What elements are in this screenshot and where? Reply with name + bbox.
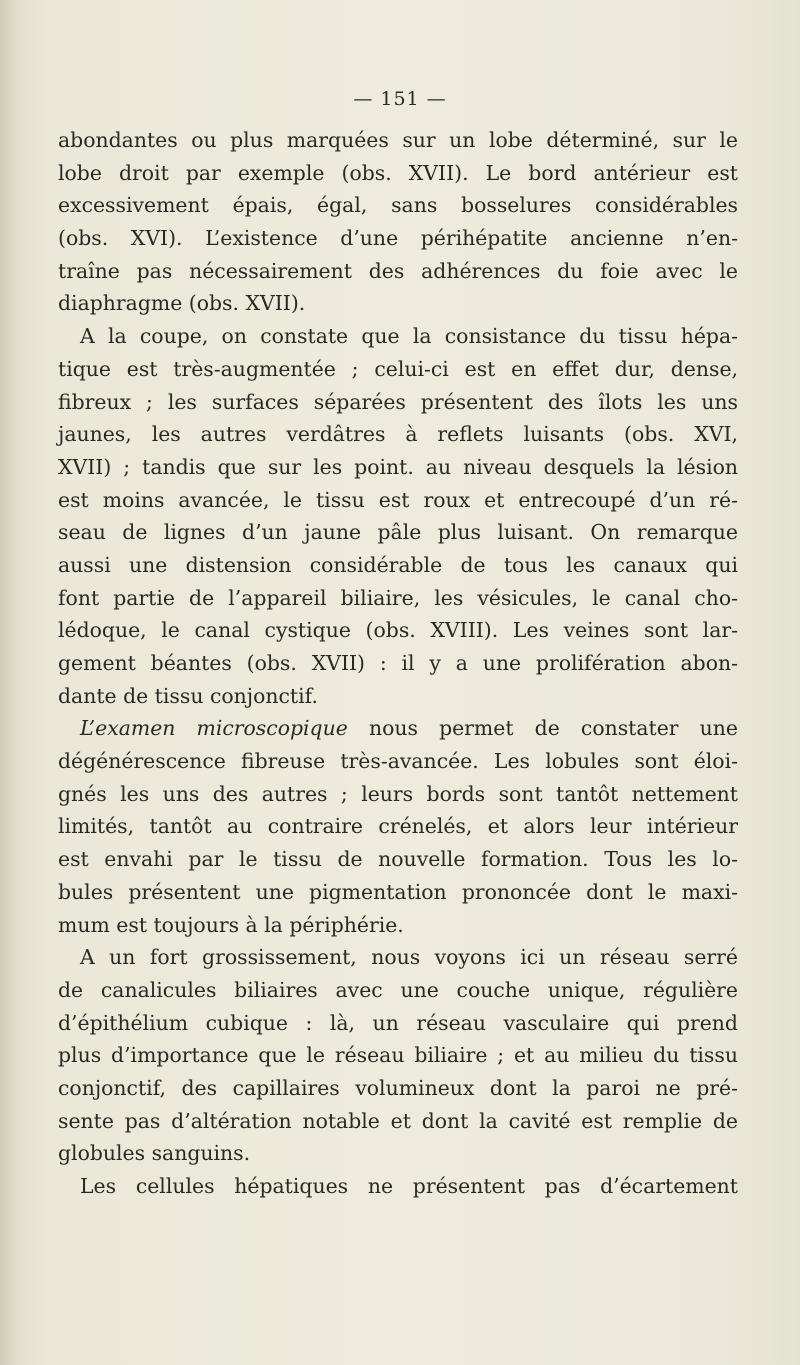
- text-line: fibreux ; les surfaces séparées présentent des îlots les uns: [58, 389, 738, 414]
- paragraph-start: Les cellules hépatiques ne présentent pas d’écartement: [80, 1174, 738, 1198]
- text-line: abondantes ou plus marquées sur un lobe déterminé, sur le: [58, 128, 738, 152]
- text-line: diaphragme (obs. XVII).: [58, 291, 306, 316]
- text-line: lédoque, le canal cystique (obs. XVIII). Les veines sont lar-: [58, 618, 738, 643]
- text-line: bules présentent une pigmentation prononcée dont le maxi-: [58, 879, 738, 904]
- text-line: (obs. XVI). L’existence d’une périhépatite ancienne n’en-: [58, 226, 738, 251]
- text-line: d’épithélium cubique : là, un réseau vasculaire qui prend: [58, 1010, 738, 1035]
- body-text: [58, 124, 738, 1203]
- text-line: gnés les uns des autres ; leurs bords sont tantôt nettement: [58, 781, 738, 806]
- paragraph-start: A la coupe, on constate que la consistance du tissu hépa-: [80, 324, 738, 349]
- text-fragment: nous permet de constater une: [368, 716, 738, 741]
- text-line: XVII) ; tandis que sur les point. au niveau desquels la lésion: [58, 454, 738, 479]
- text-line: gement béantes (obs. XVII) : il y a une prolifération abon-: [58, 651, 738, 675]
- text-line: tique est très-augmentée ; celui-ci est en effet dur, dense,: [58, 356, 738, 381]
- text-line: aussi une distension considérable de tous les canaux qui: [58, 552, 738, 577]
- text-line: dégénérescence fibreuse très-avancée. Les lobules sont éloi-: [58, 749, 738, 774]
- text-line: sente pas d’altération notable et dont la cavité est remplie de: [58, 1108, 738, 1133]
- text-line: jaunes, les autres verdâtres à reflets luisants (obs. XVI,: [58, 422, 738, 447]
- text-line: excessivement épais, égal, sans bosselures considérables: [58, 193, 738, 218]
- text-line: mum est toujours à la périphérie.: [58, 912, 404, 937]
- text-line: de canalicules biliaires avec une couche unique, régulière: [58, 977, 738, 1002]
- binding-shadow: [0, 0, 16, 1365]
- text-line: lobe droit par exemple (obs. XVII). Le bord antérieur est: [58, 160, 738, 185]
- text-line: dante de tissu conjonctif.: [58, 683, 318, 708]
- text-line: est envahi par le tissu de nouvelle formation. Tous les lo-: [58, 847, 738, 872]
- paragraph-start: A un fort grossissement, nous voyons ici un réseau serré: [80, 945, 738, 970]
- paragraph-start: [58, 712, 738, 745]
- text-line: est moins avancée, le tissu est roux et entrecoupé d’un ré-: [58, 487, 738, 512]
- text-line: limités, tantôt au contraire crénelés, et alors leur intérieur: [58, 814, 738, 839]
- text-line: traîne pas nécessairement des adhérences du foie avec le: [58, 258, 738, 283]
- text-line: font partie de l’appareil biliaire, les vésicules, le canal cho-: [58, 585, 738, 610]
- text-line: plus d’importance que le réseau biliaire ; et au milieu du tissu: [58, 1043, 738, 1068]
- text-line: globules sanguins.: [58, 1141, 251, 1166]
- italic-phrase: L’examen microscopique: [80, 716, 348, 741]
- text-line: seau de lignes d’un jaune pâle plus luisant. On remarque: [58, 520, 738, 545]
- page-number: — 151 —: [353, 88, 447, 110]
- text-line: conjonctif, des capillaires volumineux dont la paroi ne pré-: [58, 1075, 738, 1100]
